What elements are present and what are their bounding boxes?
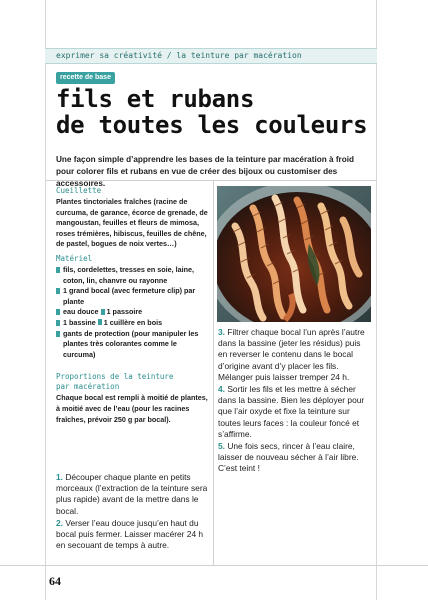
page-margin-line-left (45, 0, 46, 600)
step-1: 1. Découper chaque plante en petits morceaux (l’extraction de la teinture sera plus rapide) avant de la mettre dans le bocal. (56, 472, 208, 516)
cueillette-text: Plantes tinctoriales fraîches (racine de curcuma, de garance, écorce de grenade, de mangoustan, feuilles et fleurs de mimosa, roses trémières, hibiscus, feuilles de chêne, de pastel, bogues de noix vertes…) (56, 197, 208, 249)
breadcrumb: exprimer sa créativité / la teinture par macération (56, 51, 302, 60)
bullet-square-icon (101, 309, 105, 315)
step-2: 2. Verser l’eau douce jusqu’en haut du bocal puis fermer. Laisser macérer 24 h en secouant de temps à autre. (56, 517, 204, 551)
bullet-square-icon (56, 288, 60, 294)
bullet-square-icon (56, 309, 60, 315)
dyed-yarn-photo (217, 186, 371, 322)
bullet-square-icon (56, 267, 60, 273)
left-column (56, 186, 208, 425)
list-item: eau douce 1 passoire (56, 307, 208, 318)
cueillette-heading: Cueillette (56, 186, 102, 195)
list-item: fils, cordelettes, tresses en soie, laine, coton, lin, chanvre ou rayonne (56, 265, 208, 286)
step-5: 5. Une fois secs, rincer à l’eau claire, laisser de nouveau sécher à l’air libre. C’est teint ! (218, 441, 359, 474)
step-4: 4. Sortir les fils et les mettre à sécher dans la bassine. Bien les déployer pour que l’air oxyde et fixe la teinture sur toutes leurs faces : la couleur foncé et s’affirme. (218, 384, 365, 439)
recipe-badge: recette de base (56, 72, 115, 84)
intro-paragraph: Une façon simple d’apprendre les bases de la teinture par macération à froid pour colorer fils et rubans en vue de créer des bijoux ou customiser des accessoires. (56, 155, 355, 188)
column-divider (213, 180, 214, 565)
list-item: gants de protection (pour manipuler les plantes très colorantes comme le curcuma) (56, 329, 208, 361)
bullet-square-icon (98, 319, 102, 325)
steps-right (218, 327, 372, 476)
section-divider (45, 180, 377, 181)
title-line-1: fils et rubans (56, 85, 255, 113)
bullet-square-icon (56, 331, 60, 337)
page-number: 64 (49, 574, 61, 588)
footer-divider (0, 565, 428, 566)
page-margin-line-right (376, 0, 377, 600)
proportions-heading: Proportions de la teinture par macération (56, 372, 174, 392)
page-title (56, 86, 367, 138)
list-item: 1 grand bocal (avec fermeture clip) par plante (56, 286, 208, 307)
proportions-text: Chaque bocal est rempli à moitié de plantes, à moitié avec de l’eau (pour les racines fraîches, prévoir 250 g par bocal). (56, 393, 208, 424)
steps-left (56, 472, 208, 552)
step-3: 3. Filtrer chaque bocal l’un après l’autre dans la bassine (jeter les résidus) puis en reverser le contenu dans le bocal d’origine avant d’y placer les fils. Mélanger puis laisser tremper 24 h. (218, 327, 365, 382)
title-line-2: de toutes les couleurs (56, 111, 368, 139)
bullet-square-icon (56, 320, 60, 326)
materiel-heading: Matériel (56, 253, 93, 263)
list-item: 1 bassine 1 cuillère en bois (56, 318, 208, 329)
materiel-list (56, 265, 208, 360)
